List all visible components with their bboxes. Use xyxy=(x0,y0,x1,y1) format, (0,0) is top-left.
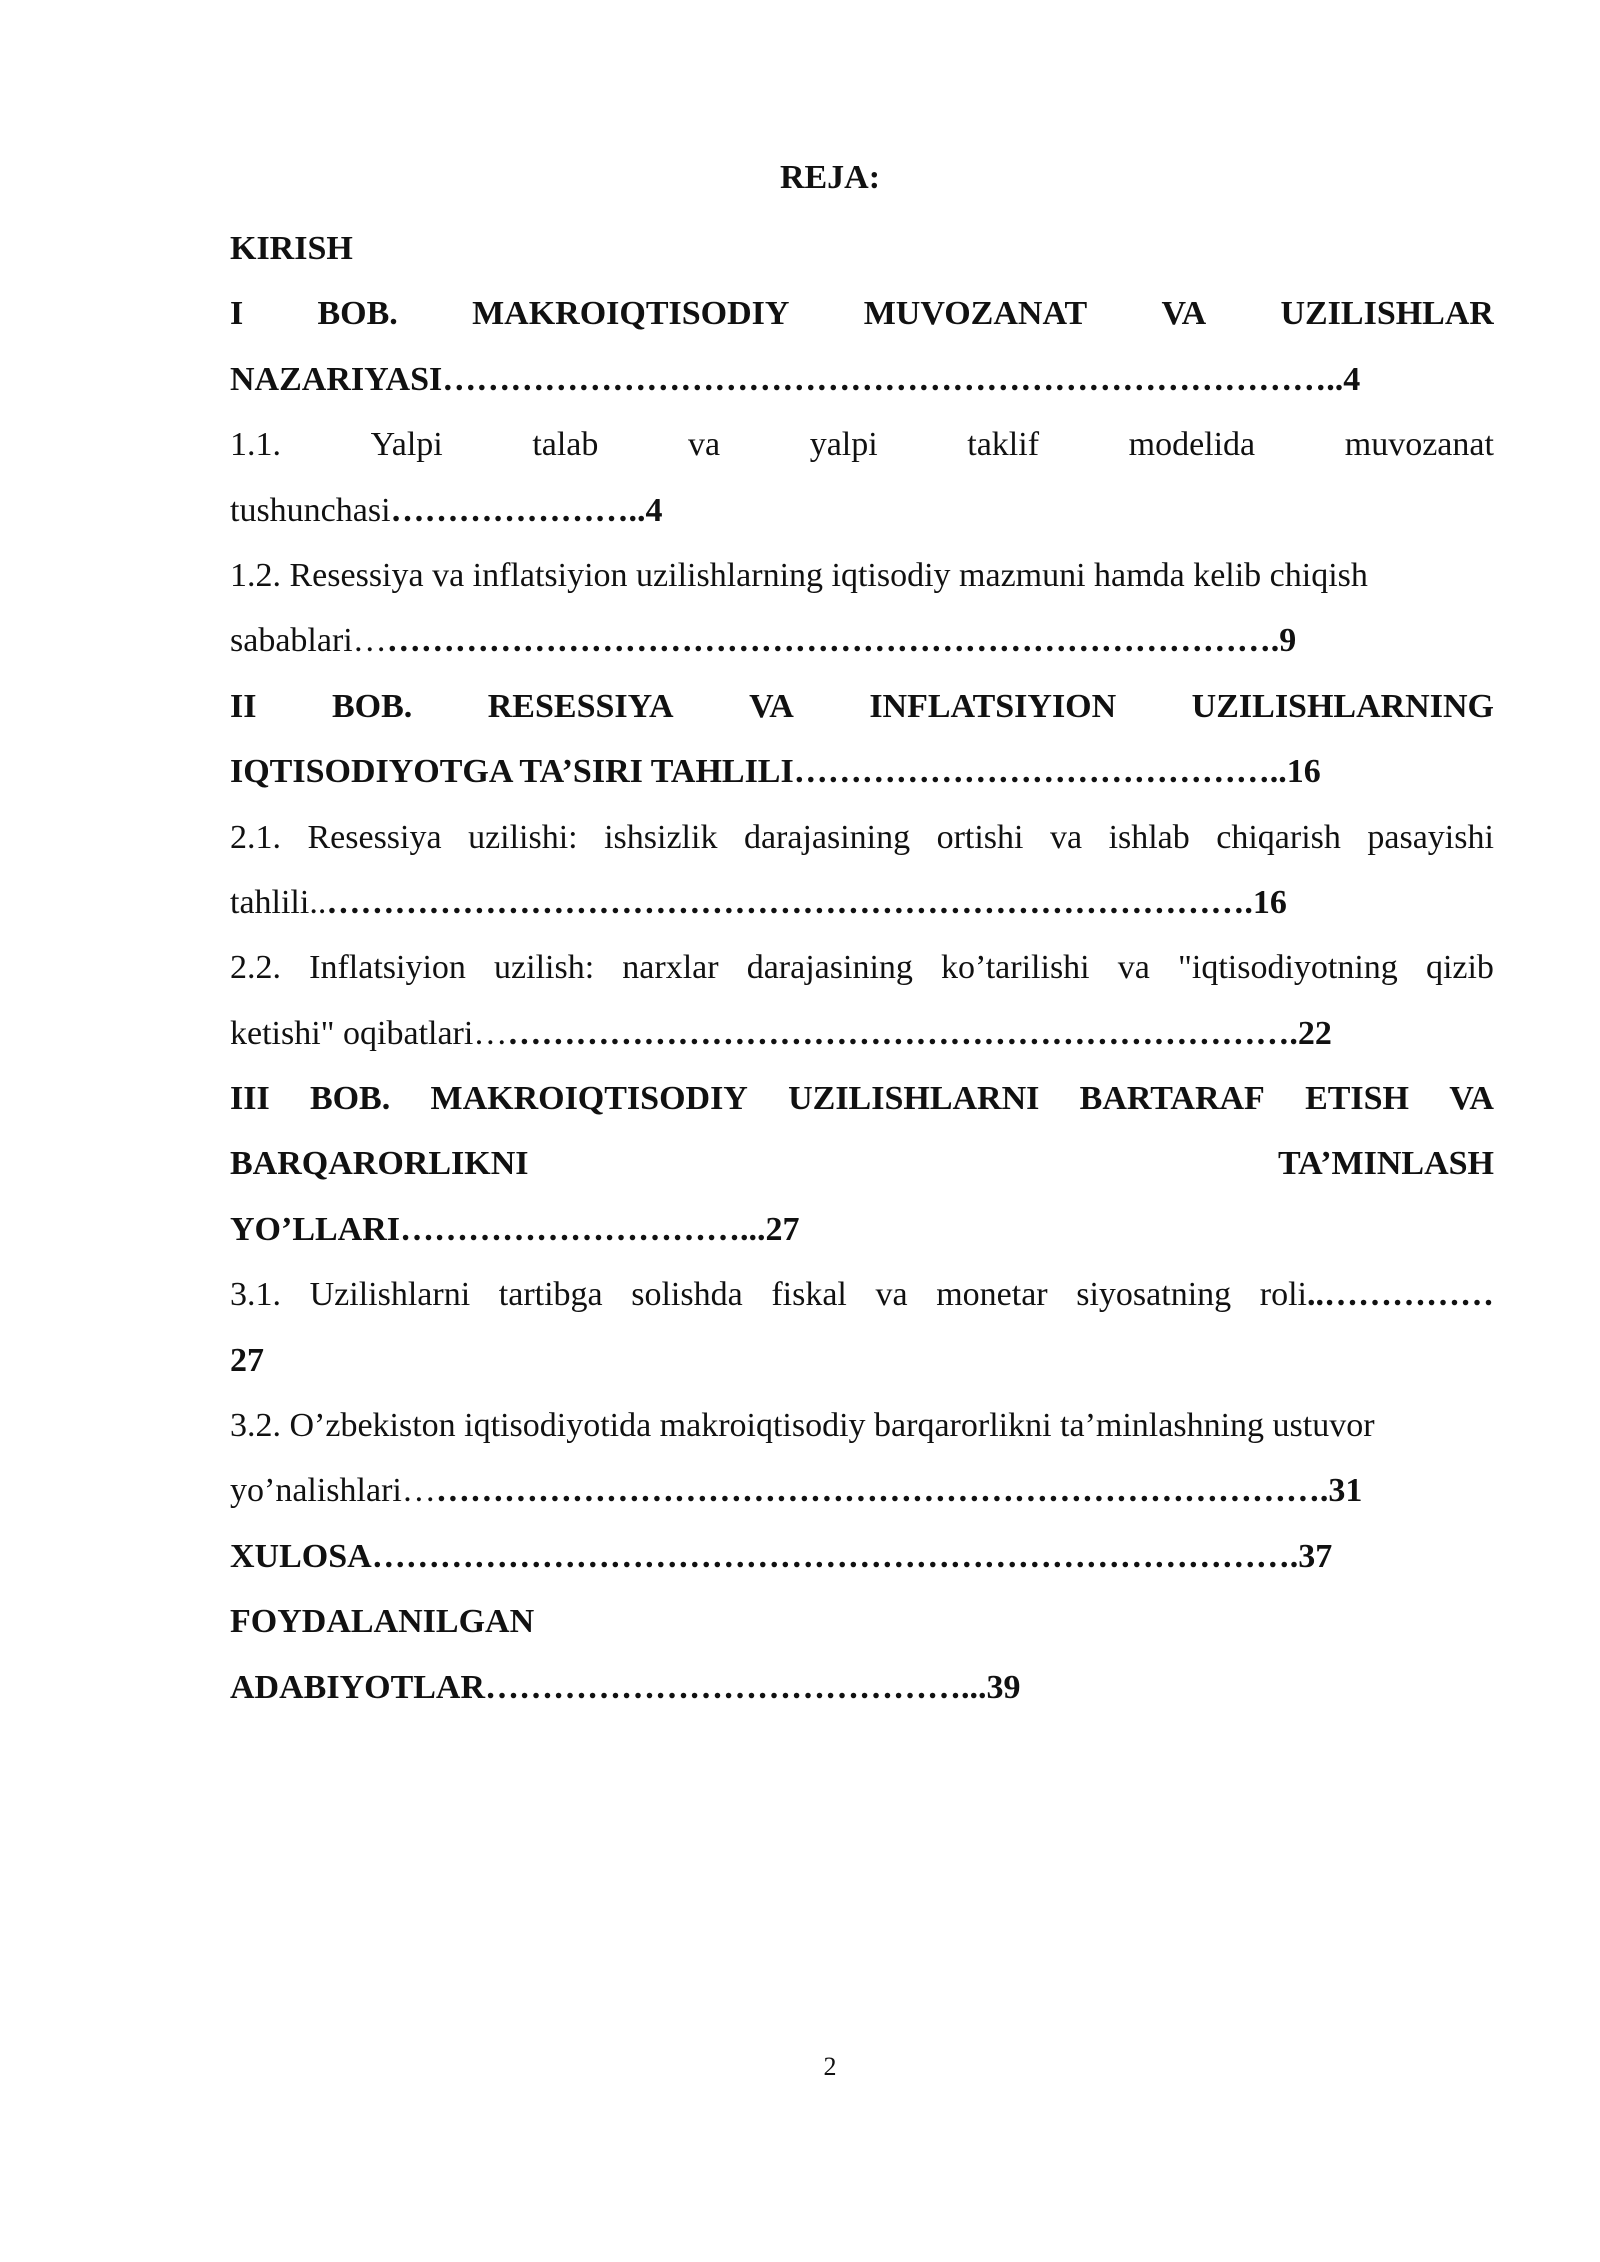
word: 3.1. xyxy=(230,1276,281,1314)
word: va xyxy=(688,426,721,464)
word: MAKROIQTISODIY xyxy=(472,295,790,333)
toc-section-2-2-line-1 xyxy=(230,935,1494,1000)
word: narxlar xyxy=(622,949,719,987)
toc-leader-page: …………………………………………………………………….31 xyxy=(435,1472,1363,1510)
word: BARTARAF xyxy=(1079,1080,1265,1118)
toc-section-1-2-line-1: 1.2. Resessiya va inflatsiyion uzilishlarning iqtisodiy mazmuni hamda kelib chiqish xyxy=(230,556,1368,594)
toc-leader-page: …………………………………………………………….22 xyxy=(507,1014,1332,1052)
word: qizib xyxy=(1425,949,1494,987)
word: INFLATSIYION xyxy=(869,687,1117,725)
page-title: REJA: xyxy=(779,159,881,196)
word: fiskal xyxy=(771,1276,847,1314)
word: darajasining xyxy=(746,949,913,987)
word: ishsizlik xyxy=(604,818,718,856)
toc-section-2-2-line-2 xyxy=(230,1001,1494,1066)
toc-chapter-1-line-2: NAZARIYASI……………………………………………………………………..4 xyxy=(230,360,1361,398)
toc-section-3-2-line-1: 3.2. O’zbekiston iqtisodiyotida makroiqtisodiy barqarorlikni ta’minlashning ustuvor xyxy=(230,1407,1375,1445)
word: va xyxy=(875,1276,908,1314)
word: "iqtisodiyotning xyxy=(1178,949,1398,987)
word: monetar xyxy=(936,1276,1048,1314)
toc-adabiyotlar: ADABIYOTLAR……………………………………...39 xyxy=(230,1668,1021,1706)
toc-entry-text: yo’nalishlari… xyxy=(230,1472,436,1510)
word: 1.1. xyxy=(230,426,281,464)
word: BARQARORLIKNI xyxy=(230,1145,529,1183)
word: MUVOZANAT xyxy=(863,295,1088,333)
word: UZILISHLARNI xyxy=(788,1080,1040,1118)
toc-entry-text: sabablari… xyxy=(230,622,387,660)
table-of-contents xyxy=(230,216,1494,1720)
toc-chapter-3-line-2 xyxy=(230,1131,1494,1196)
toc-section-3-1-page: 27 xyxy=(230,1341,264,1379)
word: II xyxy=(230,687,257,725)
word: BOB. xyxy=(317,295,398,333)
toc-leader-page: …………………………………………………………………….9 xyxy=(386,622,1297,660)
word: va xyxy=(1049,818,1083,856)
word: roli xyxy=(1259,1276,1307,1314)
word: taklif xyxy=(967,426,1040,464)
toc-leader-page: …………………..4 xyxy=(390,491,663,529)
word: solishda xyxy=(631,1276,743,1314)
toc-section-3-2-line-2 xyxy=(230,1458,1494,1523)
toc-xulosa: XULOSA……………………………………………………………………….37 xyxy=(230,1537,1333,1575)
word: VA xyxy=(1449,1080,1494,1118)
word: ETISH xyxy=(1305,1080,1410,1118)
toc-section-1-1-line-1 xyxy=(230,412,1494,477)
word: Resessiya xyxy=(307,818,442,856)
page-number: 2 xyxy=(823,2052,837,2081)
word: BOB. xyxy=(331,687,413,725)
toc-entry-text: tushunchasi xyxy=(230,491,391,529)
word: 2.1. xyxy=(230,818,281,856)
toc-chapter-2-line-1 xyxy=(230,674,1494,739)
word: 2.2. xyxy=(230,949,281,987)
word: III xyxy=(230,1080,270,1118)
word: muvozanat xyxy=(1344,426,1494,464)
word: Uzilishlarni xyxy=(309,1276,471,1314)
toc-section-3-1-line-1 xyxy=(230,1262,1494,1327)
toc-section-1-2-line-2 xyxy=(230,608,1494,673)
toc-entry-text: tahlili.. xyxy=(230,883,327,921)
word: va xyxy=(1117,949,1150,987)
word: UZILISHLARNING xyxy=(1191,687,1494,725)
word: MAKROIQTISODIY xyxy=(430,1080,748,1118)
word: BOB. xyxy=(309,1080,391,1118)
word: darajasining xyxy=(743,818,911,856)
word: uzilish: xyxy=(494,949,595,987)
toc-kirish: KIRISH xyxy=(230,230,353,267)
toc-leader: ..…………… xyxy=(1307,1276,1494,1314)
word: yalpi xyxy=(809,426,878,464)
word: modelida xyxy=(1128,426,1256,464)
word: RESESSIYA xyxy=(487,687,674,725)
word: ortishi xyxy=(936,818,1024,856)
word-with-leader xyxy=(1260,1262,1494,1327)
word: I xyxy=(230,295,244,333)
word: VA xyxy=(749,687,794,725)
toc-chapter-1-line-1 xyxy=(230,281,1494,346)
toc-foydalanilgan: FOYDALANILGAN xyxy=(230,1603,535,1641)
word: tartibga xyxy=(498,1276,603,1314)
word: siyosatning xyxy=(1076,1276,1232,1314)
word: VA xyxy=(1161,295,1207,333)
word: chiqarish xyxy=(1216,818,1341,856)
word: Yalpi xyxy=(370,426,443,464)
toc-entry-text: ketishi" oqibatlari… xyxy=(230,1014,508,1052)
word: pasayishi xyxy=(1367,818,1494,856)
word: ishlab xyxy=(1108,818,1190,856)
toc-chapter-3-line-3: YO’LLARI…………………………...27 xyxy=(230,1210,800,1248)
toc-chapter-3-line-1 xyxy=(230,1066,1494,1131)
word: ko’tarilishi xyxy=(941,949,1090,987)
toc-chapter-2-line-2: IQTISODIYOTGA TA’SIRI TAHLILI……………………………………..16 xyxy=(230,753,1321,791)
word: UZILISHLAR xyxy=(1280,295,1494,333)
toc-section-2-1-line-1 xyxy=(230,805,1494,870)
word: uzilishi: xyxy=(468,818,578,856)
word: talab xyxy=(532,426,599,464)
toc-section-2-1-line-2 xyxy=(230,870,1494,935)
toc-leader-page: ……………………………………………………………………….16 xyxy=(326,883,1287,921)
word: Inflatsiyion xyxy=(309,949,466,987)
word: TA’MINLASH xyxy=(1278,1145,1494,1183)
toc-section-1-1-line-2 xyxy=(230,478,1494,543)
